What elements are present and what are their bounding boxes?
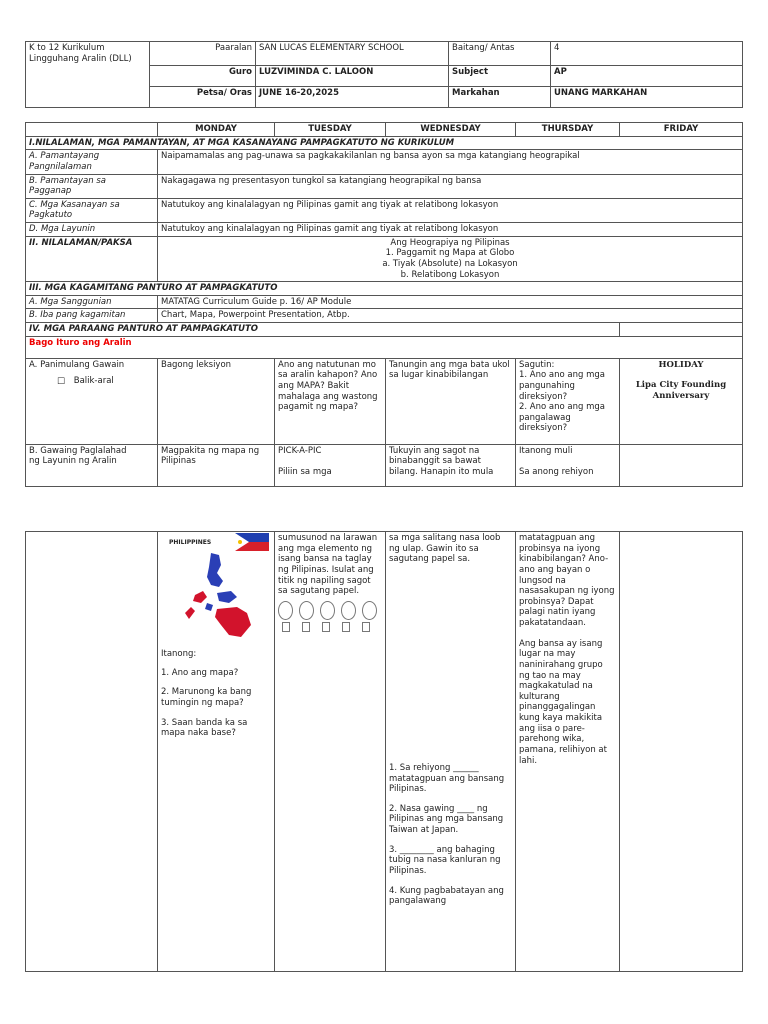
teacher-name: LUZVIMINDA C. LALOON (256, 66, 449, 87)
lesson-plan-continued (25, 531, 743, 972)
element-picture-icon (341, 601, 356, 620)
answer-boxes (278, 622, 382, 632)
day-friday: FRIDAY (620, 123, 743, 137)
tuesday-continued (275, 532, 386, 972)
map-shape-icon (181, 551, 261, 643)
row-label-other-materials: B. Iba pang kagamitan (26, 309, 158, 323)
intro-thursday: Sagutin: 1. Ano ano ang mga pangunahing direksiyon? 2. Ano ano ang mga pangalawag direksiyon? (516, 358, 620, 444)
curriculum-title: K to 12 Kurikulum Lingguhang Aralin (DLL) (26, 42, 150, 108)
quarter-value: UNANG MARKAHAN (551, 87, 743, 108)
tuesday-text: sumusunod na larawan ang mga elemento ng isang bansa na taglay ng Pilipinas. Isulat ang titik ng napiling sagot sa sagutang papel. (278, 533, 378, 597)
row-text-other-materials: Chart, Mapa, Powerpoint Presentation, Atbp. (158, 309, 743, 323)
question-item: 2. Marunong ka bang tumingin ng mapa? (161, 687, 252, 708)
header-table (25, 41, 743, 108)
question-item: 1. Ano ang mapa? (161, 667, 239, 678)
date-value: JUNE 16-20,2025 (256, 87, 449, 108)
fill-blank-item: 4. Kung pagbabatayan ang pangalawang (389, 885, 504, 907)
grade-value: 4 (551, 42, 743, 66)
element-picture-icon (362, 601, 377, 620)
quarter-label: Markahan (449, 87, 551, 108)
holiday-text: Lipa City Founding Anniversary (635, 380, 727, 401)
element-picture-icon (320, 601, 335, 620)
answer-box-icon (342, 622, 350, 632)
subject-value: AP (551, 66, 743, 87)
school-name: SAN LUCAS ELEMENTARY SCHOOL (256, 42, 449, 66)
section3-title: III. MGA KAGAMITANG PANTURO AT PAMPAGKATUTO (26, 282, 743, 296)
wednesday-top: sa mga salitang nasa loob ng ulap. Gawin ito sa sagutang papel sa. (389, 533, 501, 565)
grade-label: Baitang/ Antas (449, 42, 551, 66)
presentation-tuesday: PICK-A-PIC Piliin sa mga (275, 444, 386, 486)
picture-choices (278, 601, 382, 620)
date-label: Petsa/ Oras (150, 87, 256, 108)
section1-title: I.NILALAMAN, MGA PAMANTAYAN, AT MGA KASANAYANG PAMPAGKATUTO NG KURIKULUM (26, 136, 743, 150)
answer-box-icon (322, 622, 330, 632)
row-label-performance-standard: B. Pamantayan sa Pagganap (26, 174, 158, 198)
section2-title: II. NILALAMAN/PAKSA (26, 236, 158, 282)
fill-blank-item: 3. ________ ang bahaging tubig na nasa kanluran ng Pilipinas. (389, 844, 501, 876)
answer-box-icon (302, 622, 310, 632)
day-thursday: THURSDAY (516, 123, 620, 137)
intro-wednesday: Tanungin ang mga bata ukol sa lugar kinabibilangan (386, 358, 516, 444)
intro-monday: Bagong leksiyon (158, 358, 275, 444)
section4-title: IV. MGA PARAANG PANTURO AT PAMPAGKATUTO (26, 323, 620, 337)
answer-box-icon (362, 622, 370, 632)
row-label-references: A. Mga Sanggunian (26, 295, 158, 309)
presentation-monday: Magpakita ng mapa ng Pilipinas (158, 444, 275, 486)
fill-blank-item: 1. Sa rehiyong ______ matatagpuan ang bansang Pilipinas. (389, 762, 505, 795)
section2-content: Ang Heograpiya ng Pilipinas 1. Paggamit ng Mapa at Globo a. Tiyak (Absolute) na Lokasyon b. Relatibong Lokasyon (158, 236, 743, 282)
element-picture-icon (278, 601, 293, 620)
row-text-performance-standard: Nakagagawa ng presentasyon tungkol sa katangiang heograpikal ng bansa (158, 174, 743, 198)
row-label-presentation: B. Gawaing Paglalahad ng Layunin ng Aralin (26, 444, 158, 486)
row-text-content-standard: Naipamamalas ang pag-unawa sa pagkakakilanlan ng bansa ayon sa mga katangiang heograpikal (158, 150, 743, 174)
intro-tuesday: Ano ang natutunan mo sa aralin kahapon? Ano ang MAPA? Bakit mahalaga ang wastong pagamit ng mapa? (275, 358, 386, 444)
teacher-label: Guro (150, 66, 256, 87)
presentation-wednesday: Tukuyin ang sagot na binabanggit sa bawat bilang. Hanapin ito mula (386, 444, 516, 486)
element-picture-icon (299, 601, 314, 620)
intro-activity-label: A. Panimulang Gawain (29, 359, 125, 370)
checkbox-icon: □ (57, 376, 66, 387)
day-wednesday: WEDNESDAY (386, 123, 516, 137)
wednesday-continued (386, 532, 516, 972)
day-tuesday: TUESDAY (275, 123, 386, 137)
question-item: 3. Saan banda ka sa mapa naka base? (161, 717, 248, 739)
row-label-competencies: C. Mga Kasanayan sa Pagkatuto (26, 198, 158, 222)
review-label: Balik-aral (73, 376, 114, 387)
philippine-flag-icon (235, 533, 269, 551)
row-label-objectives: D. Mga Layunin (26, 223, 158, 237)
thursday-continued (516, 532, 620, 972)
map-caption: PHILIPPINES (169, 539, 212, 546)
row-text-references: MATATAG Curriculum Guide p. 16/ AP Module (158, 295, 743, 309)
lesson-plan-table (25, 122, 743, 487)
row-label-content-standard: A. Pamantayang Pangnilalaman (26, 150, 158, 174)
thursday-text-2: Ang bansa ay isang lugar na may naninirahang grupo ng tao na may magkakatulad na kulturang pinanggagalingan kung kaya makikita ang iisa o pare-parehong wika, pamana, relihiyon at lahi. (519, 638, 607, 766)
monday-continued (158, 532, 275, 972)
fill-blank-item: 2. Nasa gawing ____ ng Pilipinas ang mga bansang Taiwan at Japan. (389, 803, 504, 835)
answer-box-icon (282, 622, 290, 632)
school-label: Paaralan (150, 42, 256, 66)
questions-title: Itanong: (161, 649, 197, 659)
row-label-intro-activity (26, 358, 158, 444)
row-text-competencies: Natutukoy ang kinalalagyan ng Pilipinas gamit ang tiyak at relatibong lokasyon (158, 198, 743, 222)
holiday-title: HOLIDAY (658, 359, 704, 370)
subject-label: Subject (449, 66, 551, 87)
presentation-thursday: Itanong muli Sa anong rehiyon (516, 444, 620, 486)
philippines-map (161, 533, 271, 643)
intro-friday (620, 358, 743, 444)
day-monday: MONDAY (158, 123, 275, 137)
section4-subtitle: Bago Ituro ang Aralin (26, 336, 743, 358)
row-text-objectives: Natutukoy ang kinalalagyan ng Pilipinas gamit ang tiyak at relatibong lokasyon (158, 223, 743, 237)
thursday-text-1: matatagpuan ang probinsya na iyong kinabibilangan? Ano-ano ang bayan o lungsod na nasasakupan ng iyong probinsya? Dapat palagi natin iyang pakatatandaan. (519, 533, 615, 628)
